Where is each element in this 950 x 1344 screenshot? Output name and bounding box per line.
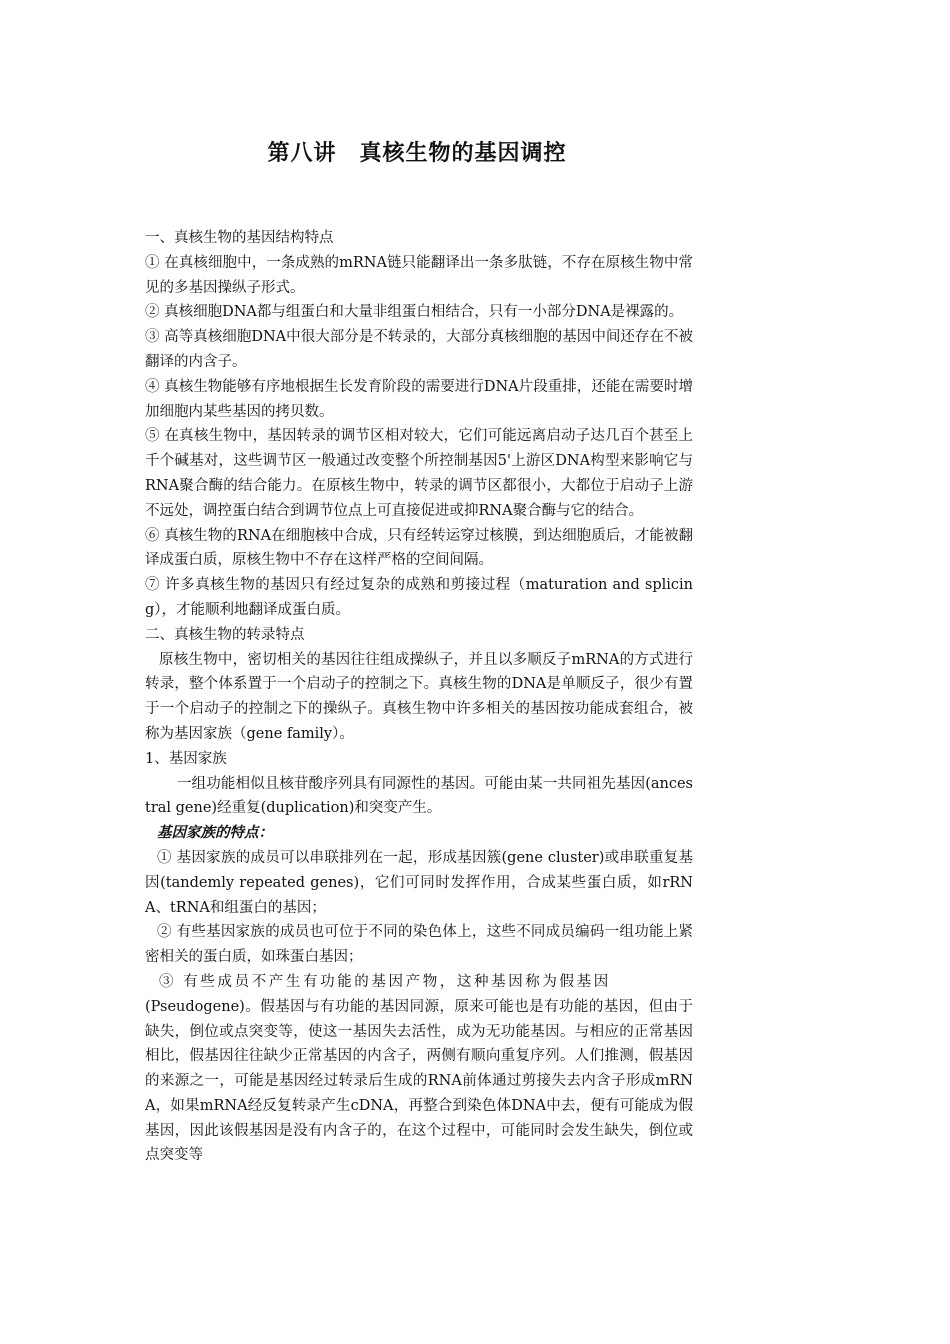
paragraph-structure-6: ⑥ 真核生物的RNA在细胞核中合成，只有经转运穿过核膜，到达细胞质后，才能被翻译成蛋白质，原核生物中不存在这样严格的空间间隔。 <box>145 527 693 569</box>
paragraph-feature-3-first-line: ③ 有些成员不产生有功能的基因产物，这种基因称为假基因 <box>159 973 611 990</box>
paragraph-feature-2: ② 有些基因家族的成员也可位于不同的染色体上，这些不同成员编码一组功能上紧密相关的蛋白质，如珠蛋白基因； <box>145 924 693 966</box>
paragraph-feature-3: (Pseudogene)。假基因与有功能的基因同源，原来可能也是有功能的基因，但由于缺失，倒位或点突变等，使这一基因失去活性，成为无功能基因。与相应的正常基因相比，假基因往往缺少正常基因的内含子，两侧有顺向重复序列。人们推测，假基因的来源之一，可能是基因经过转录后生成的RNA前体通过剪接失去内含子形成mRNA，如果mRNA经反复转录产生cDNA，再整合到染色体DNA中去，便有可能成为假基因，因此该假基因是没有内含子的，在这个过程中，可能同时会发生缺失，倒位或点突变等 <box>145 998 693 1164</box>
paragraph-transcription-intro: 原核生物中，密切相关的基因往往组成操纵子，并且以多顺反子mRNA的方式进行转录，整个体系置于一个启动子的控制之下。真核生物的DNA是单顺反子，很少有置于一个启动子的控制之下的操纵子。真核生物中许多相关的基因按功能成套组合，被称为基因家族（gene family）。 <box>145 651 693 742</box>
paragraph-feature-1: ① 基因家族的成员可以串联排列在一起，形成基因簇(gene cluster)或串联重复基因(tandemly repeated genes)，它们可同时发挥作用，合成某些蛋白质，如rRNA、tRNA和组蛋白的基因； <box>145 849 693 916</box>
subsection-heading-gene-family: 1、基因家族 <box>145 750 227 767</box>
paragraph-structure-1: ① 在真核细胞中，一条成熟的mRNA链只能翻译出一条多肽链，不存在原核生物中常见的多基因操纵子形式。 <box>145 254 693 296</box>
paragraph-structure-2: ② 真核细胞DNA都与组蛋白和大量非组蛋白相结合，只有一小部分DNA是裸露的。 <box>145 304 684 321</box>
document-title: 第八讲 真核生物的基因调控 <box>267 141 567 166</box>
section-heading-structure: 一、真核生物的基因结构特点 <box>145 230 334 246</box>
section-heading-transcription: 二、真核生物的转录特点 <box>145 626 305 643</box>
paragraph-gene-family-definition: 一组功能相似且核苷酸序列具有同源性的基因。可能由某一共同祖先基因(ancestral gene)经重复(duplication)和突变产生。 <box>145 775 693 817</box>
paragraph-structure-5: ⑤ 在真核生物中，基因转录的调节区相对较大，它们可能远离启动子达几百个甚至上千个碱基对，这些调节区一般通过改变整个所控制基因5'上游区DNA构型来影响它与RNA聚合酶的结合能力。在原核生物中，转录的调节区都很小，大都位于启动子上游不远处，调控蛋白结合到调节位点上可直接促进或抑RNA聚合酶与它的结合。 <box>145 428 693 519</box>
paragraph-structure-3: ③ 高等真核细胞DNA中很大部分是不转录的，大部分真核细胞的基因中间还存在不被翻译的内含子。 <box>145 329 693 370</box>
document-body <box>145 226 693 1168</box>
paragraph-structure-4: ④ 真核生物能够有序地根据生长发育阶段的需要进行DNA片段重排，还能在需要时增加细胞内某些基因的拷贝数。 <box>145 378 693 420</box>
paragraph-structure-7: ⑦ 许多真核生物的基因只有经过复杂的成熟和剪接过程（maturation and splicing），才能顺利地翻译成蛋白质。 <box>145 577 693 618</box>
gene-family-features-heading: 基因家族的特点： <box>157 824 273 842</box>
